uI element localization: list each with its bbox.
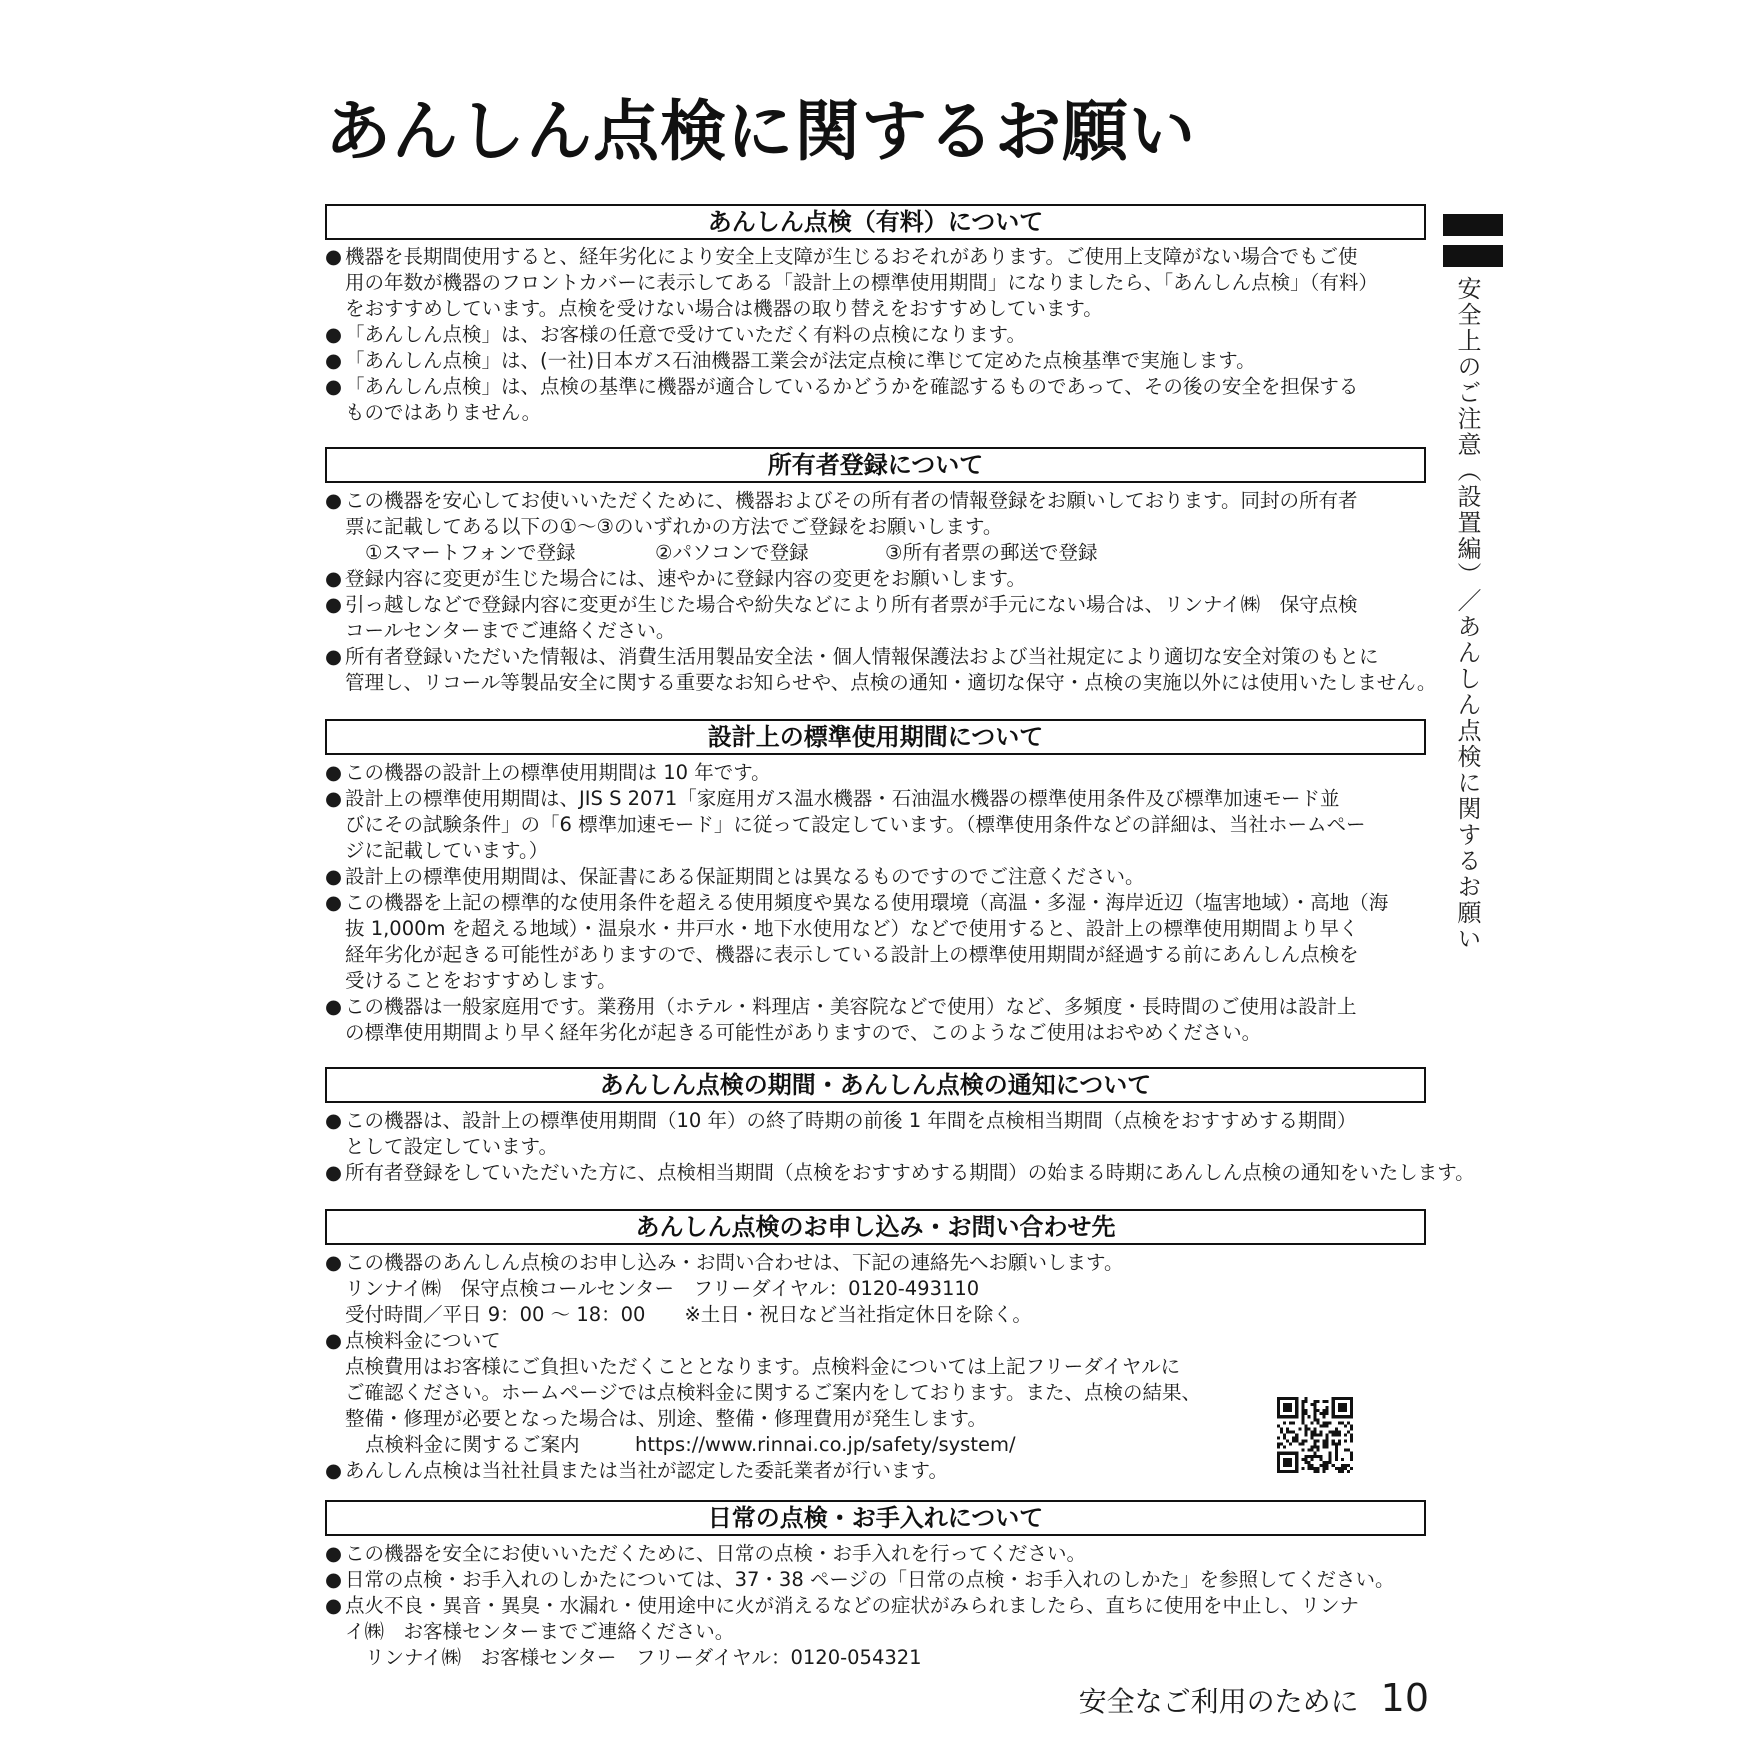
list-item: ● この機器の設計上の標準使用期間は 10 年です。 — [325, 761, 771, 784]
list-item-continuation: をおすすめしています。点検を受けない場合は機器の取り替えをおすすめしています。 — [345, 297, 1103, 320]
list-item: ● 所有者登録をしていただいた方に、点検相当期間（点検をおすすめする期間）の始まる時期にあんしん点検の通知をいたします。 — [325, 1161, 1475, 1184]
section-body-application-contact — [325, 1250, 1433, 1484]
customer-center-contact: リンナイ㈱ お客様センター フリーダイヤル：0120-054321 — [365, 1646, 922, 1669]
page-number: 10 — [1380, 1676, 1429, 1720]
list-item: ● 「あんしん点検」は、(一社)日本ガス石油機器工業会が法定点検に準じて定めた点検基準で実施します。 — [325, 349, 1256, 372]
list-item: ● この機器のあんしん点検のお申し込み・お問い合わせは、下記の連絡先へお願いします。 — [325, 1251, 1124, 1274]
list-item: ● 「あんしん点検」は、お客様の任意で受けていただく有料の点検になります。 — [325, 323, 1026, 346]
fee-link-url[interactable]: https://www.rinnai.co.jp/safety/system/ — [635, 1433, 1016, 1456]
registration-option: ②パソコンで登録 — [655, 541, 809, 564]
list-item: ● この機器を上記の標準的な使用条件を超える使用頻度や異なる使用環境（高温・多湿・海岸近辺（塩害地域）・高地（海 — [325, 891, 1389, 914]
section-heading-inspection-notice: あんしん点検の期間・あんしん点検の通知について — [325, 1067, 1426, 1103]
list-item-continuation: 抜 1,000m を超える地域）・温泉水・井戸水・地下水使用など）などで使用すると、設計上の標準使用期間より早く — [345, 917, 1359, 940]
fee-link-label: 点検料金に関するご案内 — [365, 1433, 580, 1456]
list-item-continuation: 経年劣化が起きる可能性がありますので、機器に表示している設計上の標準使用期間が経過する前にあんしん点検を — [345, 943, 1359, 966]
side-tab-marker-bottom — [1443, 245, 1503, 267]
list-item: ● 引っ越しなどで登録内容に変更が生じた場合や紛失などにより所有者票が手元にない場合は、リンナイ㈱ 保守点検 — [325, 593, 1358, 616]
section-body-paid-inspection — [325, 244, 1433, 426]
list-item-continuation: 用の年数が機器のフロントカバーに表示してある「設計上の標準使用期間」になりましたら、「あんしん点検」（有料） — [345, 271, 1378, 294]
list-item: ● 機器を長期間使用すると、経年劣化により安全上支障が生じるおそれがあります。ご使用上支障がない場合でもご使 — [325, 245, 1358, 268]
contact-line: リンナイ㈱ 保守点検コールセンター フリーダイヤル：0120-493110 — [345, 1277, 980, 1300]
section-body-owner-registration — [325, 488, 1437, 696]
side-tab-label: 安全上のご注意（設置編）／あんしん点検に関するお願い — [1453, 276, 1481, 952]
fee-info-line — [325, 1432, 1433, 1458]
list-item-continuation: の標準使用期間より早く経年劣化が起きる可能性がありますので、このようなご使用はおやめください。 — [345, 1021, 1262, 1044]
list-item: ● 登録内容に変更が生じた場合には、速やかに登録内容の変更をお願いします。 — [325, 567, 1026, 590]
section-heading-owner-registration: 所有者登録について — [325, 447, 1426, 483]
section-heading-standard-usage-period: 設計上の標準使用期間について — [325, 719, 1426, 755]
list-item: ● 日常の点検・お手入れのしかたについては、37・38 ページの「日常の点検・お手入れのしかた」を参照してください。 — [325, 1568, 1395, 1591]
list-item: ● この機器は、設計上の標準使用期間（10 年）の終了時期の前後 1 年間を点検相当期間（点検をおすすめする期間） — [325, 1109, 1357, 1132]
list-item: ● 所有者登録いただいた情報は、消費生活用製品安全法・個人情報保護法および当社規定により適切な安全対策のもとに — [325, 645, 1379, 668]
hours-line: 受付時間／平日 9：00 ～ 18：00 ※土日・祝日など当社指定休日を除く。 — [345, 1303, 1032, 1326]
registration-option: ③所有者票の郵送で登録 — [885, 541, 1098, 564]
list-item-continuation: 管理し、リコール等製品安全に関する重要なお知らせや、点検の通知・適切な保守・点検の実施以外には使用いたしません。 — [345, 671, 1437, 694]
list-item-continuation: コールセンターまでご連絡ください。 — [345, 619, 676, 642]
section-heading-application-contact: あんしん点検のお申し込み・お問い合わせ先 — [325, 1209, 1426, 1245]
list-item: ● この機器を安心してお使いいただくために、機器およびその所有者の情報登録をお願いしております。同封の所有者 — [325, 489, 1358, 512]
list-item-continuation: ジに記載しています。） — [345, 839, 549, 862]
list-item: ● あんしん点検は当社社員または当社が認定した委託業者が行います。 — [325, 1459, 948, 1482]
footer-label: 安全なご利用のために — [1078, 1685, 1359, 1718]
section-body-standard-usage-period — [325, 760, 1433, 1046]
list-item-continuation: 整備・修理が必要となった場合は、別途、整備・修理費用が発生します。 — [345, 1407, 987, 1430]
list-item-continuation: ご確認ください。ホームページでは点検料金に関するご案内をしております。また、点検の結果、 — [345, 1381, 1202, 1404]
list-item: ● この機器を安全にお使いいただくために、日常の点検・お手入れを行ってください。 — [325, 1542, 1087, 1565]
list-item-continuation: びにその試験条件」の「6 標準加速モード」に従って設定しています。（標準使用条件などの詳細は、当社ホームペー — [345, 813, 1366, 836]
list-item-continuation: として設定しています。 — [345, 1135, 558, 1158]
list-item: ● 設計上の標準使用期間は、保証書にある保証期間とは異なるものですのでご注意ください。 — [325, 865, 1145, 888]
list-item: ● 点火不良・異音・異臭・水漏れ・使用途中に火が消えるなどの症状がみられましたら、直ちに使用を中止し、リンナ — [325, 1594, 1360, 1617]
list-item-continuation: 点検費用はお客様にご負担いただくこととなります。点検料金については上記フリーダイヤルに — [345, 1355, 1181, 1378]
page-footer — [1079, 1676, 1429, 1720]
list-item: ● この機器は一般家庭用です。業務用（ホテル・料理店・美容院などで使用）など、多頻度・長時間のご使用は設計上 — [325, 995, 1357, 1018]
page-title: あんしん点検に関するお願い — [325, 93, 1196, 170]
list-item: ● 点検料金について — [325, 1329, 501, 1352]
list-item-continuation: 票に記載してある以下の①～③のいずれかの方法でご登録をお願いします。 — [345, 515, 1003, 538]
list-item-continuation: ものではありません。 — [345, 401, 542, 424]
list-item: ● 「あんしん点検」は、点検の基準に機器が適合しているかどうかを確認するものであって、その後の安全を担保する — [325, 375, 1359, 398]
list-item: ● 設計上の標準使用期間は、JIS S 2071「家庭用ガス温水機器・石油温水機器の標準使用条件及び標準加速モード並 — [325, 787, 1340, 810]
section-body-daily-maintenance — [325, 1541, 1433, 1671]
side-tab-marker-top — [1443, 214, 1503, 236]
section-heading-daily-maintenance: 日常の点検・お手入れについて — [325, 1500, 1426, 1536]
registration-options — [325, 540, 1433, 566]
registration-option: ①スマートフォンで登録 — [365, 541, 576, 564]
qr-code-icon[interactable] — [1277, 1397, 1353, 1473]
list-item-continuation: イ㈱ お客様センターまでご連絡ください。 — [345, 1620, 735, 1643]
section-heading-paid-inspection: あんしん点検（有料）について — [325, 204, 1426, 240]
section-body-inspection-notice — [325, 1108, 1475, 1186]
list-item-continuation: 受けることをおすすめします。 — [345, 969, 617, 992]
